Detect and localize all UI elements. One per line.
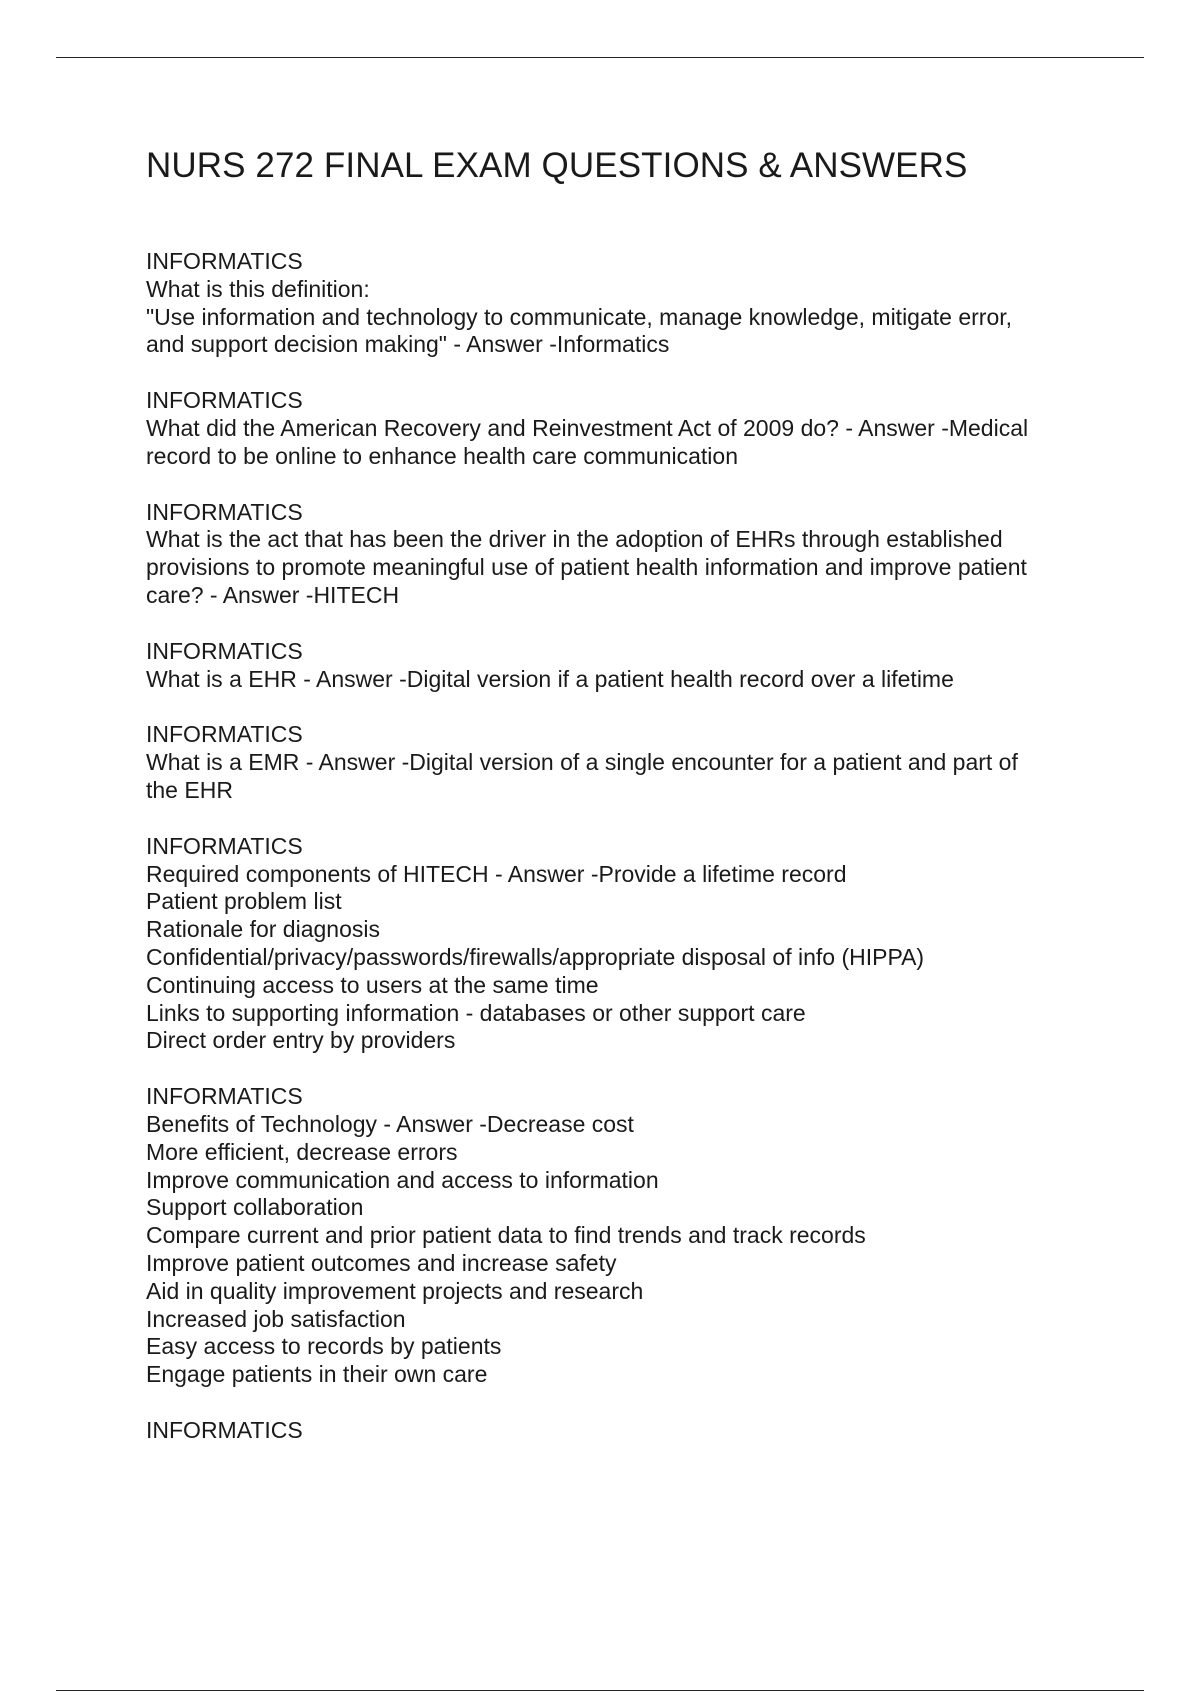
qa-text-line: Continuing access to users at the same time (146, 971, 599, 998)
qa-text-line: Rationale for diagnosis (146, 916, 380, 943)
qa-text-line: and support decision making" - Answer -Informatics (146, 331, 670, 358)
section-category: INFORMATICS (146, 1083, 303, 1110)
section-category: INFORMATICS (146, 498, 303, 525)
qa-text-line: Benefits of Technology - Answer -Decrease cost (146, 1110, 634, 1137)
qa-text-line: Links to supporting information - databases or other support care (146, 999, 806, 1026)
document-body (146, 140, 1096, 1473)
section-category: INFORMATICS (146, 387, 303, 414)
qa-section (146, 1083, 1096, 1389)
qa-text-line: What is a EMR - Answer -Digital version of a single encounter for a patient and part of (146, 749, 1018, 776)
qa-text-line: "Use information and technology to communicate, manage knowledge, mitigate error, (146, 303, 1013, 330)
qa-text-line: Improve patient outcomes and increase safety (146, 1249, 617, 1276)
qa-text-line: Required components of HITECH - Answer -Provide a lifetime record (146, 860, 847, 887)
qa-text-line: What did the American Recovery and Reinvestment Act of 2009 do? - Answer -Medical (146, 414, 1029, 441)
qa-text-line: Confidential/privacy/passwords/firewalls/appropriate disposal of info (HIPPA) (146, 943, 925, 970)
section-category: INFORMATICS (146, 721, 303, 748)
qa-section (146, 387, 1096, 470)
qa-section (146, 721, 1096, 804)
section-category: INFORMATICS (146, 637, 303, 664)
qa-text-line: record to be online to enhance health care communication (146, 442, 738, 469)
qa-text-line: More efficient, decrease errors (146, 1138, 458, 1165)
qa-text-line: What is this definition: (146, 275, 370, 302)
qa-text-line: Improve communication and access to information (146, 1166, 659, 1193)
qa-text-line: the EHR (146, 776, 233, 803)
qa-text-line: Patient problem list (146, 888, 342, 915)
section-category: INFORMATICS (146, 248, 303, 274)
top-rule (56, 57, 1144, 58)
qa-section (146, 833, 1096, 1055)
qa-section (146, 248, 1096, 359)
qa-text-line: Compare current and prior patient data to find trends and track records (146, 1222, 866, 1249)
qa-section (146, 638, 1096, 694)
qa-text-line: Support collaboration (146, 1194, 364, 1221)
qa-section (146, 1417, 1096, 1445)
qa-text-line: Aid in quality improvement projects and research (146, 1277, 644, 1304)
section-category: INFORMATICS (146, 1416, 303, 1443)
qa-text-line: care? - Answer -HITECH (146, 581, 400, 608)
qa-text-line: Increased job satisfaction (146, 1305, 406, 1332)
section-category: INFORMATICS (146, 832, 303, 859)
qa-text-line: Easy access to records by patients (146, 1333, 502, 1360)
qa-text-line: Direct order entry by providers (146, 1027, 456, 1054)
qa-section (146, 499, 1096, 610)
qa-text-line: Engage patients in their own care (146, 1361, 488, 1388)
page-title: NURS 272 FINAL EXAM QUESTIONS & ANSWERS (146, 146, 968, 185)
qa-text-line: What is a EHR - Answer -Digital version if a patient health record over a lifetime (146, 665, 954, 692)
qa-sections (146, 248, 1096, 1445)
qa-text-line: provisions to promote meaningful use of patient health information and improve patient (146, 554, 1027, 581)
bottom-rule (56, 1690, 1144, 1691)
qa-text-line: What is the act that has been the driver in the adoption of EHRs through established (146, 526, 1003, 553)
